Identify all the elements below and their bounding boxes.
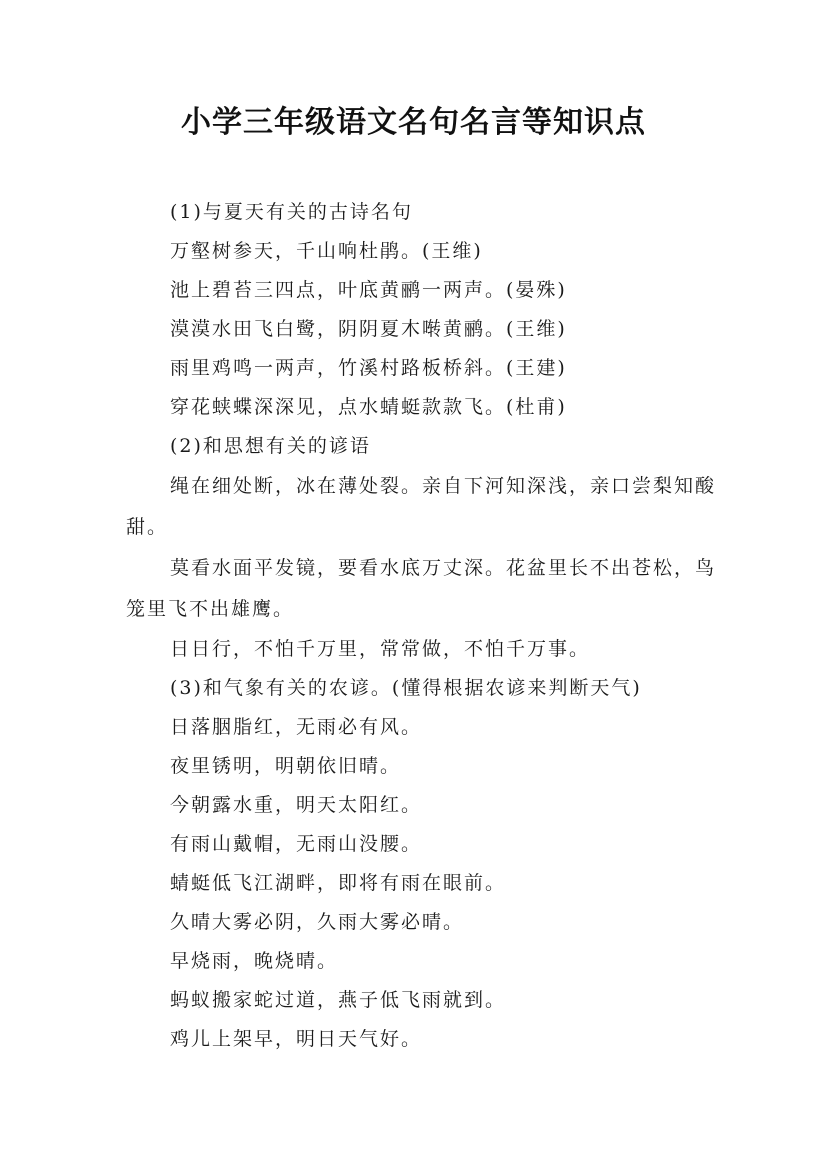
weather-saying: 蚂蚁搬家蛇过道，燕子低飞雨就到。: [170, 989, 507, 1011]
weather-saying: 有雨山戴帽，无雨山没腰。: [170, 833, 423, 855]
weather-saying: 久晴大雾必阴，久雨大雾必晴。: [170, 911, 465, 933]
section-heading-summer-poems: (1)与夏天有关的古诗名句: [170, 201, 413, 223]
poem-line: 万壑树参天，千山响杜鹃。(王维): [170, 240, 483, 262]
proverb-paragraph: 莫看水面平发镜，要看水底万丈深。花盆里长不出苍松，鸟笼里飞不出雄鹰。: [126, 557, 717, 620]
proverb-paragraph: 绳在细处断，冰在薄处裂。亲自下河知深浅，亲口尝梨知酸甜。: [126, 475, 717, 538]
section-heading-proverbs: (2)和思想有关的谚语: [170, 435, 371, 457]
poem-line: 池上碧苔三四点，叶底黄鹂一两声。(晏殊): [170, 279, 567, 301]
document-title: 小学三年级语文名句名言等知识点: [181, 105, 646, 140]
section-heading-weather-sayings: (3)和气象有关的农谚。(懂得根据农谚来判断天气): [170, 677, 642, 699]
weather-saying: 蜻蜓低飞江湖畔，即将有雨在眼前。: [170, 872, 507, 894]
weather-saying: 今朝露水重，明天太阳红。: [170, 794, 423, 816]
weather-saying: 鸡儿上架早，明日天气好。: [170, 1028, 423, 1050]
weather-saying: 早烧雨，晚烧晴。: [170, 950, 339, 972]
weather-saying: 夜里锈明，明朝依旧晴。: [170, 755, 402, 777]
poem-line: 雨里鸡鸣一两声，竹溪村路板桥斜。(王建): [170, 357, 567, 379]
poem-line: 漠漠水田飞白鹭，阴阴夏木啭黄鹂。(王维): [170, 318, 567, 340]
proverb-line: 日日行，不怕千万里，常常做，不怕千万事。: [170, 638, 591, 660]
poem-line: 穿花蛱蝶深深见，点水蜻蜓款款飞。(杜甫): [170, 396, 567, 418]
document-body: [126, 193, 716, 1059]
weather-saying: 日落胭脂红，无雨必有风。: [170, 716, 423, 738]
